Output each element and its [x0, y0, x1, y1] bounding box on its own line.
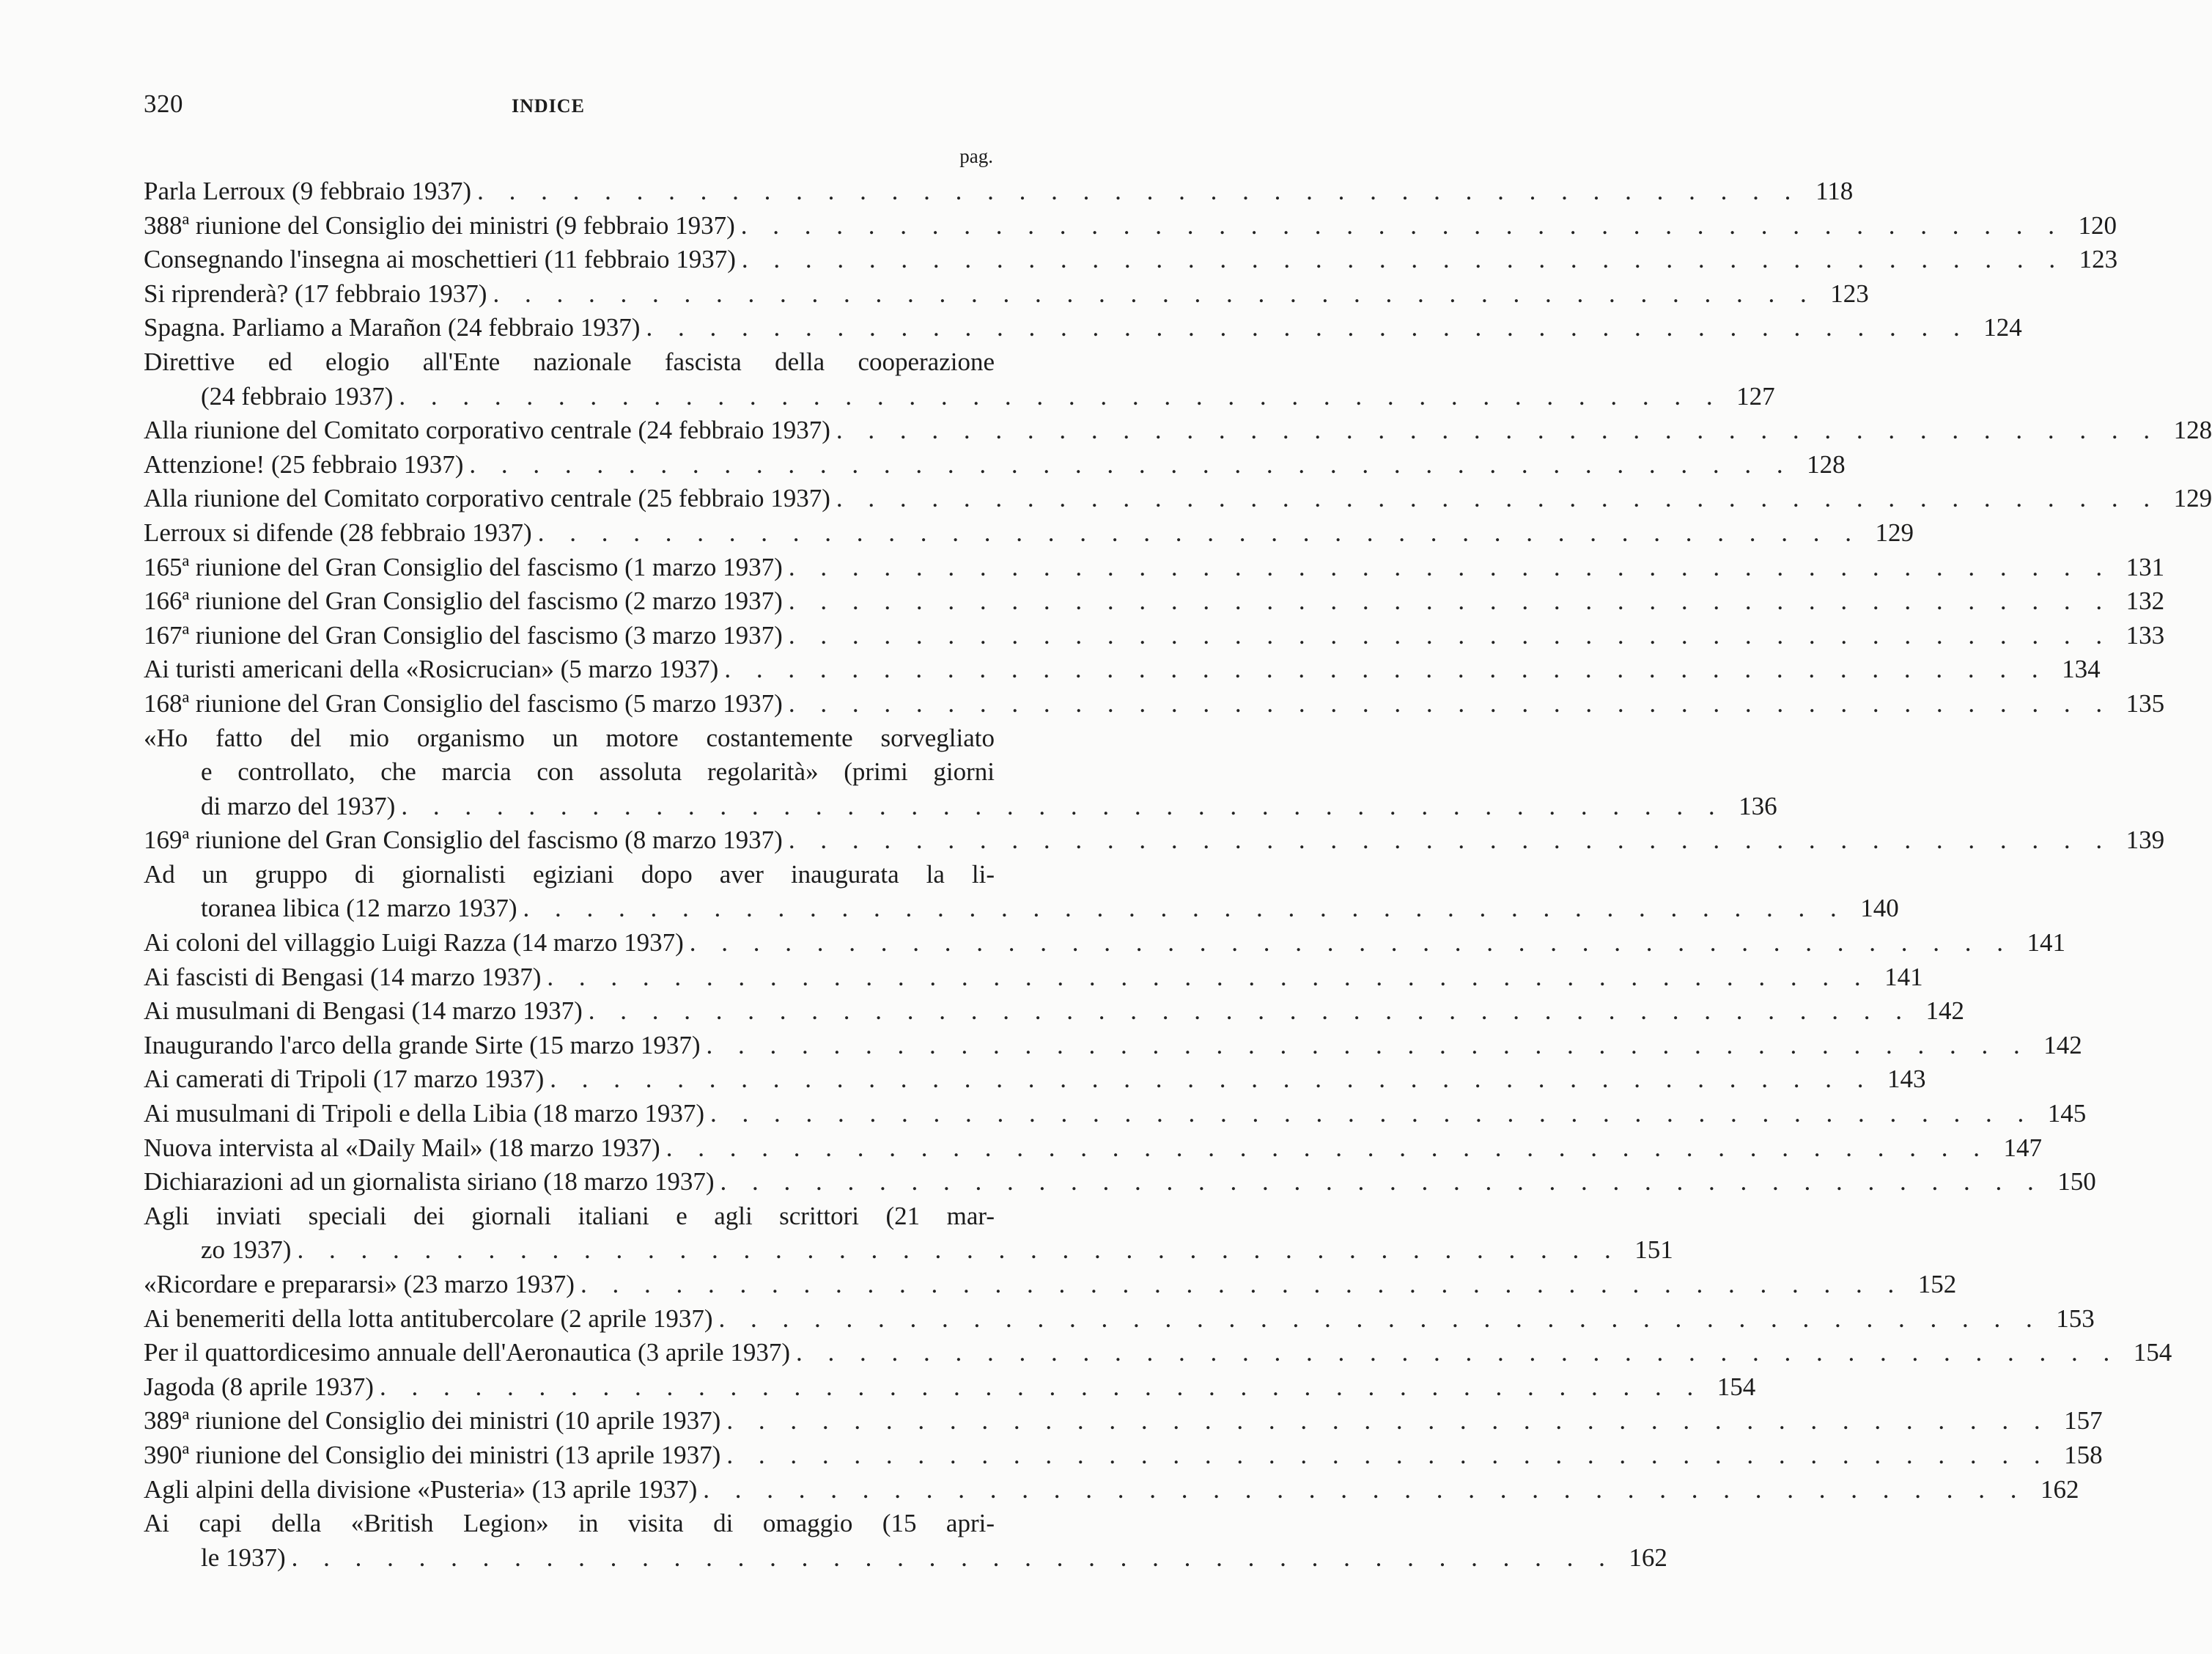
toc-entry-page: 162 — [1629, 1543, 1667, 1572]
toc-entry-line — [144, 584, 2165, 619]
toc-entry — [144, 1473, 2079, 1507]
dot-leader: . . . . . . . . . . . . . . . . . . . . . . . . . . . . . . . . . . . . . . . . . . — [788, 552, 2112, 581]
dot-leader: . . . . . . . . . . . . . . . . . . . . . . . . . . . . . . . . . . . . . . . . . . — [710, 1099, 2034, 1128]
toc-entry-line — [144, 174, 1854, 209]
dot-leader: . . . . . . . . . . . . . . . . . . . . . . . . . . . . . . . . . . . . . . . . . . — [741, 245, 2065, 274]
toc-entry-line — [144, 414, 2212, 448]
toc-entry — [144, 926, 2065, 960]
toc-entry-line — [144, 1370, 1756, 1405]
toc-entry — [144, 551, 2165, 585]
dot-leader: . . . . . . . . . . . . . . . . . . . . . . . . . . . . . . . . . . . . . . . . . . — [836, 484, 2160, 513]
toc-entry-title: «Ho fatto del mio organismo un motore costantemente sorvegliato — [144, 723, 995, 752]
toc-entry-title: toranea libica (12 marzo 1937) — [201, 894, 517, 923]
toc-entry — [144, 1062, 1926, 1097]
toc-entry-page: 158 — [2064, 1440, 2103, 1469]
toc-entry-title: 389ª riunione del Consiglio dei ministri (10 aprile 1937) — [144, 1406, 721, 1436]
table-of-contents — [144, 174, 2212, 1575]
toc-entry-title: Agli inviati speciali dei giornali italiani e agli scrittori (21 mar- — [144, 1201, 995, 1230]
dot-leader: . . . . . . . . . . . . . . . . . . . . . . . . . . . . . . . . . . . . . . . . . . — [477, 177, 1801, 205]
toc-entry-page: 154 — [1717, 1372, 1756, 1401]
toc-entry-line — [144, 790, 1777, 824]
toc-entry-title: di marzo del 1937) — [201, 791, 396, 820]
toc-entry-line — [144, 1541, 1667, 1576]
toc-entry-line — [144, 1507, 995, 1541]
toc-entry-line — [144, 926, 2065, 960]
toc-entry-line — [144, 1165, 2096, 1199]
toc-entry-line — [144, 448, 1846, 482]
dot-leader: . . . . . . . . . . . . . . . . . . . . . . . . . . . . . . . . . . . . . . . . . . — [689, 928, 2013, 958]
toc-entry-title: Alla riunione del Comitato corporativo centrale (25 febbraio 1937) — [144, 484, 830, 513]
toc-entry — [144, 994, 1965, 1029]
toc-entry-page: 123 — [2079, 245, 2118, 274]
toc-entry-title: 390ª riunione del Consiglio dei ministri (13 aprile 1937) — [144, 1440, 721, 1469]
toc-entry — [144, 482, 2212, 516]
toc-entry-line — [144, 892, 1899, 926]
toc-entry — [144, 1131, 2042, 1166]
toc-entry-page: 120 — [2078, 210, 2117, 240]
toc-entry-line — [144, 960, 1923, 995]
toc-entry-line — [144, 243, 2118, 277]
toc-entry-line — [144, 1062, 1926, 1097]
toc-entry-page: 139 — [2126, 826, 2165, 855]
dot-leader: . . . . . . . . . . . . . . . . . . . . . . . . . . . . . . . . . . . . . . . . . . — [537, 518, 1861, 547]
dot-leader: . . . . . . . . . . . . . . . . . . . . . . . . . . . . . . . . . . . . . . . . . . — [795, 1338, 2120, 1367]
toc-entry-line — [144, 1029, 2082, 1063]
dot-leader: . . . . . . . . . . . . . . . . . . . . . . . . . . . . . . . . . . . . . . . . . . — [588, 996, 1912, 1026]
toc-entry-title: Ad un gruppo di giornalisti egiziani dopo aver inaugurata la li- — [144, 859, 995, 889]
toc-entry-line — [144, 1199, 995, 1234]
toc-entry-title: Ai camerati di Tripoli (17 marzo 1937) — [144, 1065, 545, 1094]
toc-entry-line — [144, 721, 995, 756]
toc-entry-page: 140 — [1860, 894, 1899, 923]
dot-leader: . . . . . . . . . . . . . . . . . . . . . . . . . . . . . . . . . . . . . . . . . . — [547, 962, 1870, 991]
toc-entry-title: Ai capi della «British Legion» in visita di omaggio (15 apri- — [144, 1509, 995, 1538]
toc-entry-line — [144, 311, 2022, 345]
dot-leader: . . . . . . . . . . . . . . . . . . . . . . . . . . . . . . . . . . . . . . . . . . — [469, 449, 1793, 479]
dot-leader: . . . . . . . . . . . . . . . . . . . . . . . . . . . . . . . . . . . . . . . . . . — [399, 381, 1722, 411]
toc-entry-title: Nuova intervista al «Daily Mail» (18 marzo 1937) — [144, 1133, 660, 1162]
toc-entry-line — [144, 516, 1914, 551]
toc-entry-page: 147 — [2003, 1133, 2042, 1162]
toc-entry-title: 165ª riunione del Gran Consiglio del fascismo (1 marzo 1937) — [144, 552, 783, 581]
toc-entry-line — [144, 345, 995, 380]
toc-entry — [144, 619, 2165, 653]
toc-entry — [144, 687, 2165, 721]
dot-leader: . . . . . . . . . . . . . . . . . . . . . . . . . . . . . . . . . . . . . . . . . . — [788, 587, 2112, 616]
toc-entry-page: 141 — [2027, 928, 2065, 958]
dot-leader: . . . . . . . . . . . . . . . . . . . . . . . . . . . . . . . . . . . . . . . . . . — [580, 1270, 1904, 1298]
toc-entry-title: 388ª riunione del Consiglio dei ministri (9 febbraio 1937) — [144, 210, 735, 240]
dot-leader: . . . . . . . . . . . . . . . . . . . . . . . . . . . . . . . . . . . . . . . . . . — [291, 1543, 1615, 1572]
toc-entry-page: 127 — [1736, 381, 1775, 411]
toc-entry-title: Ai coloni del villaggio Luigi Razza (14 marzo 1937) — [144, 928, 684, 958]
dot-leader: . . . . . . . . . . . . . . . . . . . . . . . . . . . . . . . . . . . . . . . . . . — [718, 1304, 2042, 1333]
toc-entry — [144, 516, 1914, 551]
toc-entry-page: 142 — [2043, 1030, 2082, 1059]
toc-entry-title: Parla Lerroux (9 febbraio 1937) — [144, 177, 472, 205]
toc-entry-title: 168ª riunione del Gran Consiglio del fascismo (5 marzo 1937) — [144, 688, 783, 718]
running-title: INDICE — [512, 95, 585, 117]
dot-leader: . . . . . . . . . . . . . . . . . . . . . . . . . . . . . . . . . . . . . . . . . . — [726, 1406, 2050, 1436]
toc-entry-line — [144, 1233, 1673, 1268]
toc-entry — [144, 960, 1923, 995]
dot-leader: . . . . . . . . . . . . . . . . . . . . . . . . . . . . . . . . . . . . . . . . . . — [706, 1030, 2029, 1059]
toc-entry-title: Per il quattordicesimo annuale dell'Aeronautica (3 aprile 1937) — [144, 1338, 790, 1367]
toc-entry — [144, 345, 1775, 414]
toc-entry-page: 162 — [2040, 1474, 2079, 1504]
toc-entry-title: Inaugurando l'arco della grande Sirte (15 marzo 1937) — [144, 1030, 701, 1059]
toc-entry-title: Ai musulmani di Tripoli e della Libia (18 marzo 1937) — [144, 1099, 705, 1128]
toc-entry-page: 131 — [2126, 552, 2165, 581]
dot-leader: . . . . . . . . . . . . . . . . . . . . . . . . . . . . . . . . . . . . . . . . . . — [740, 210, 2065, 240]
toc-entry-line — [144, 994, 1965, 1029]
toc-entry-page: 123 — [1830, 279, 1869, 308]
toc-entry-title: Ai turisti americani della «Rosicrucian» (5 marzo 1937) — [144, 655, 719, 684]
dot-leader: . . . . . . . . . . . . . . . . . . . . . . . . . . . . . . . . . . . . . . . . . . — [493, 279, 1816, 308]
toc-entry — [144, 209, 2117, 243]
page-number: 320 — [144, 89, 183, 118]
toc-entry-line — [144, 209, 2117, 243]
toc-entry-page: 142 — [1925, 996, 1965, 1026]
toc-entry-line — [144, 1131, 2042, 1166]
toc-entry-page: 153 — [2056, 1304, 2095, 1333]
toc-entry — [144, 414, 2212, 448]
toc-entry-page: 132 — [2126, 587, 2165, 616]
toc-entry-title: Ai musulmani di Bengasi (14 marzo 1937) — [144, 996, 583, 1026]
toc-entry-line — [144, 653, 2101, 687]
toc-entry — [144, 1302, 2095, 1337]
toc-entry — [144, 1165, 2096, 1199]
toc-entry-page: 141 — [1884, 962, 1923, 991]
toc-entry-line — [144, 551, 2165, 585]
toc-entry-title: (24 febbraio 1937) — [201, 381, 394, 411]
dot-leader: . . . . . . . . . . . . . . . . . . . . . . . . . . . . . . . . . . . . . . . . . . — [726, 1440, 2050, 1469]
toc-entry — [144, 584, 2165, 619]
toc-entry — [144, 1370, 1756, 1405]
toc-entry-page: 145 — [2047, 1099, 2087, 1128]
toc-entry-line — [144, 1097, 2087, 1131]
toc-entry-title: 169ª riunione del Gran Consiglio del fascismo (8 marzo 1937) — [144, 826, 783, 855]
toc-entry-title: Ai benemeriti della lotta antitubercolare (2 aprile 1937) — [144, 1304, 713, 1333]
toc-entry-title: Ai fascisti di Bengasi (14 marzo 1937) — [144, 962, 542, 991]
toc-entry-line — [144, 380, 1775, 414]
toc-entry-page: 151 — [1634, 1235, 1673, 1265]
toc-entry-title: Agli alpini della divisione «Pusteria» (13 aprile 1937) — [144, 1474, 698, 1504]
toc-entry-line — [144, 277, 1869, 312]
toc-entry — [144, 1438, 2103, 1473]
toc-entry-page: 157 — [2064, 1406, 2103, 1436]
dot-leader: . . . . . . . . . . . . . . . . . . . . . . . . . . . . . . . . . . . . . . . . . . — [703, 1474, 2027, 1504]
toc-entry — [144, 448, 1846, 482]
toc-entry-title: 166ª riunione del Gran Consiglio del fascismo (2 marzo 1937) — [144, 587, 783, 616]
dot-leader: . . . . . . . . . . . . . . . . . . . . . . . . . . . . . . . . . . . . . . . . . . — [720, 1167, 2043, 1197]
dot-leader: . . . . . . . . . . . . . . . . . . . . . . . . . . . . . . . . . . . . . . . . . . — [788, 620, 2112, 650]
toc-entry-page: 134 — [2062, 655, 2101, 684]
toc-entry-title: Dichiarazioni ad un giornalista siriano (18 marzo 1937) — [144, 1167, 715, 1197]
dot-leader: . . . . . . . . . . . . . . . . . . . . . . . . . . . . . . . . . . . . . . . . . . — [379, 1372, 1703, 1401]
toc-entry-line — [144, 1268, 1957, 1302]
toc-entry — [144, 1097, 2087, 1131]
toc-entry-line — [144, 619, 2165, 653]
toc-entry-page: 143 — [1887, 1065, 1926, 1094]
toc-entry-page: 124 — [1983, 313, 2022, 342]
toc-entry-title: Jagoda (8 aprile 1937) — [144, 1372, 374, 1401]
toc-entry-page: 128 — [1807, 449, 1846, 479]
toc-entry — [144, 1268, 1957, 1302]
toc-entry — [144, 174, 1854, 209]
dot-leader: . . . . . . . . . . . . . . . . . . . . . . . . . . . . . . . . . . . . . . . . . . — [297, 1235, 1621, 1265]
toc-entry-page: 150 — [2057, 1167, 2096, 1197]
toc-entry-line — [144, 1438, 2103, 1473]
dot-leader: . . . . . . . . . . . . . . . . . . . . . . . . . . . . . . . . . . . . . . . . . . — [788, 826, 2112, 855]
toc-entry — [144, 1507, 1667, 1575]
toc-entry-title: Si riprenderà? (17 febbraio 1937) — [144, 279, 487, 308]
toc-entry — [144, 823, 2165, 858]
toc-entry — [144, 1404, 2103, 1438]
dot-leader: . . . . . . . . . . . . . . . . . . . . . . . . . . . . . . . . . . . . . . . . . . — [788, 688, 2112, 718]
toc-entry — [144, 653, 2101, 687]
toc-entry-line — [144, 755, 995, 790]
dot-leader: . . . . . . . . . . . . . . . . . . . . . . . . . . . . . . . . . . . . . . . . . . — [724, 655, 2048, 684]
toc-entry-title: zo 1937) — [201, 1235, 292, 1265]
toc-entry — [144, 1029, 2082, 1063]
dot-leader: . . . . . . . . . . . . . . . . . . . . . . . . . . . . . . . . . . . . . . . . . . — [401, 791, 1725, 820]
toc-entry-page: 135 — [2126, 688, 2165, 718]
toc-entry — [144, 1199, 1673, 1268]
toc-entry-page: 129 — [1875, 518, 1914, 547]
toc-entry-line — [144, 1404, 2103, 1438]
toc-entry-page: 152 — [1917, 1270, 1957, 1298]
toc-entry-page: 133 — [2126, 620, 2165, 650]
toc-entry-title: e controllato, che marcia con assoluta regolarità» (primi giorni — [201, 757, 995, 787]
toc-entry-title: Consegnando l'insegna ai moschettieri (11 febbraio 1937) — [144, 245, 736, 274]
dot-leader: . . . . . . . . . . . . . . . . . . . . . . . . . . . . . . . . . . . . . . . . . . — [646, 313, 1969, 342]
toc-entry-line — [144, 1473, 2079, 1507]
toc-entry — [144, 277, 1869, 312]
toc-entry-line — [144, 858, 995, 892]
toc-entry-title: Attenzione! (25 febbraio 1937) — [144, 449, 464, 479]
toc-entry-title: le 1937) — [201, 1543, 286, 1572]
toc-entry-title: Alla riunione del Comitato corporativo centrale (24 febbraio 1937) — [144, 416, 830, 445]
dot-leader: . . . . . . . . . . . . . . . . . . . . . . . . . . . . . . . . . . . . . . . . . . — [523, 894, 1846, 923]
toc-entry-line — [144, 482, 2212, 516]
toc-entry-line — [144, 1302, 2095, 1337]
dot-leader: . . . . . . . . . . . . . . . . . . . . . . . . . . . . . . . . . . . . . . . . . . — [666, 1133, 1989, 1162]
toc-entry-line — [144, 687, 2165, 721]
toc-entry-title: Spagna. Parliamo a Marañon (24 febbraio 1937) — [144, 313, 641, 342]
page-column-label: pag. — [959, 145, 993, 167]
toc-entry-title: Direttive ed elogio all'Ente nazionale fascista della cooperazione — [144, 347, 995, 376]
dot-leader: . . . . . . . . . . . . . . . . . . . . . . . . . . . . . . . . . . . . . . . . . . — [550, 1065, 1873, 1094]
toc-entry-line — [144, 823, 2165, 858]
toc-entry — [144, 1336, 2172, 1370]
toc-entry-title: 167ª riunione del Gran Consiglio del fascismo (3 marzo 1937) — [144, 620, 783, 650]
toc-entry-line — [144, 1336, 2172, 1370]
toc-entry — [144, 311, 2022, 345]
toc-entry-title: Lerroux si difende (28 febbraio 1937) — [144, 518, 532, 547]
toc-entry-page: 136 — [1739, 791, 1777, 820]
toc-entry — [144, 243, 2118, 277]
toc-entry-page: 154 — [2133, 1338, 2172, 1367]
toc-entry-page: 118 — [1815, 177, 1854, 205]
toc-entry — [144, 721, 1777, 824]
toc-entry-page: 129 — [2173, 484, 2212, 513]
toc-entry-page: 128 — [2173, 416, 2212, 445]
toc-entry — [144, 858, 1899, 926]
toc-entry-title: «Ricordare e prepararsi» (23 marzo 1937) — [144, 1270, 575, 1298]
dot-leader: . . . . . . . . . . . . . . . . . . . . . . . . . . . . . . . . . . . . . . . . . . — [836, 416, 2160, 445]
